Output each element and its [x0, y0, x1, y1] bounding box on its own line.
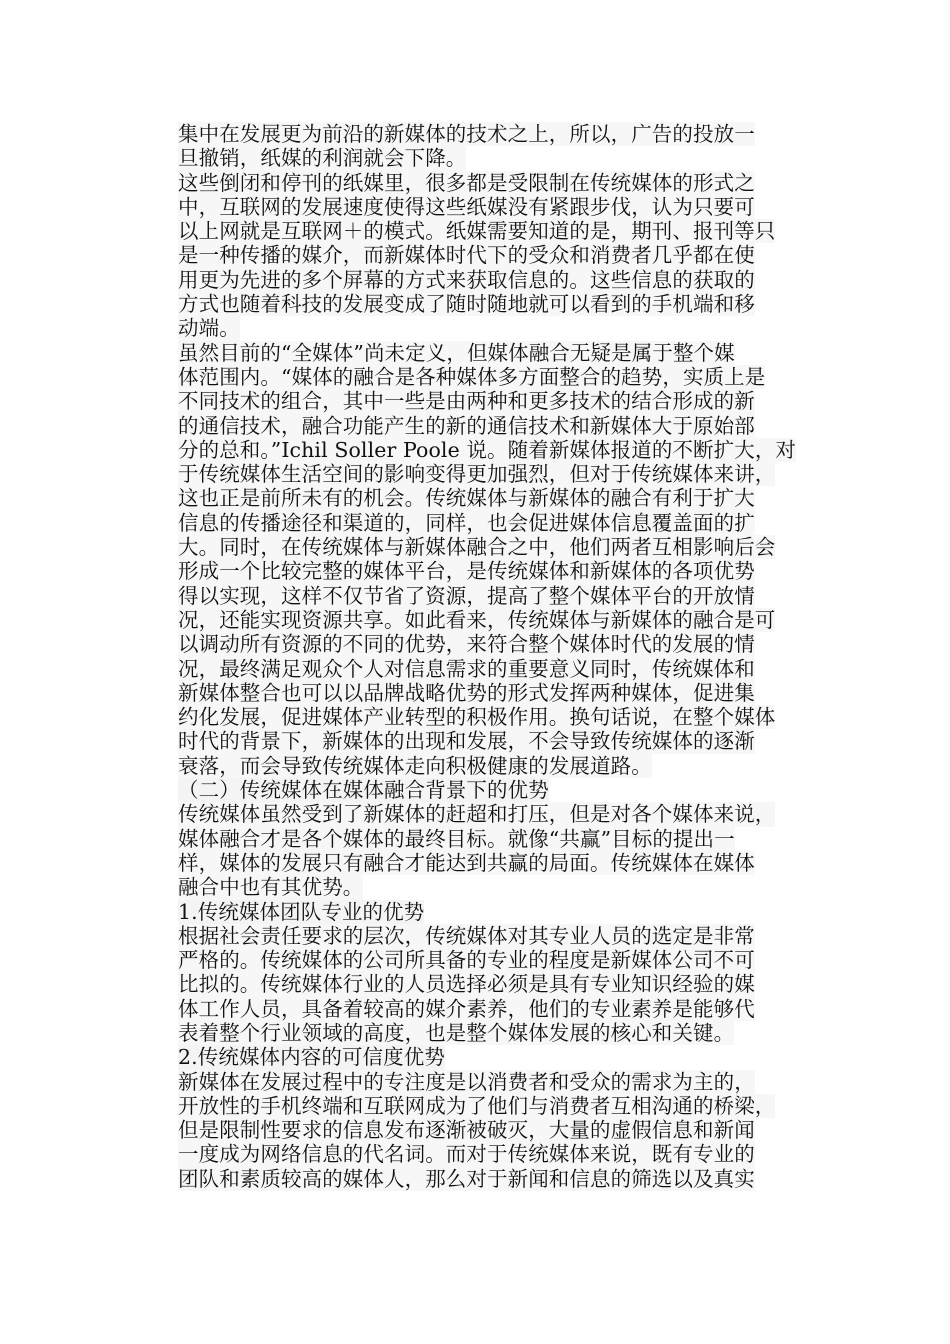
- text-line: 方式也随着科技的发展变成了随时随地就可以看到的手机端和移: [178, 292, 755, 317]
- text-line: 于传统媒体生活空间的影响变得更加强烈，但对于传统媒体来讲，: [178, 462, 776, 487]
- text-line: 况，最终满足观众个人对信息需求的重要意义同时，传统媒体和: [178, 656, 755, 681]
- text-line: 体工作人员，具备着较高的媒介素养，他们的专业素养是能够代: [178, 996, 755, 1021]
- section-heading: 1.传统媒体团队专业的优势: [178, 899, 425, 924]
- text-line: 这也正是前所未有的机会。传统媒体与新媒体的融合有利于扩大: [178, 486, 755, 511]
- text-line: 不同技术的组合，其中一些是由两种和更多技术的结合形成的新: [178, 389, 755, 414]
- text-line: 比拟的。传统媒体行业的人员选择必须是具有专业知识经验的媒: [178, 972, 755, 997]
- text-line: 大。同时，在传统媒体与新媒体融合之中，他们两者互相影响后会: [178, 535, 776, 560]
- text-line: 但是限制性要求的信息发布逐渐被破灭，大量的虚假信息和新闻: [178, 1118, 755, 1143]
- body-text: [178, 122, 818, 1191]
- text-line: 动端。: [178, 316, 240, 341]
- text-line: 新媒体在发展过程中的专注度是以消费者和受众的需求为主的，: [178, 1069, 755, 1094]
- text-line: 团队和素质较高的媒体人，那么对于新闻和信息的筛选以及真实: [178, 1166, 755, 1191]
- text-line: 样，媒体的发展只有融合才能达到共赢的局面。传统媒体在媒体: [178, 850, 755, 875]
- text-line: 约化发展，促进媒体产业转型的积极作用。换句话说，在整个媒体: [178, 705, 776, 730]
- text-line: 中，互联网的发展速度使得这些纸媒没有紧跟步伐，认为只要可: [178, 194, 755, 219]
- text-line: 的通信技术，融合功能产生的新的通信技术和新媒体大于原始部: [178, 413, 755, 438]
- text-line: 严格的。传统媒体的公司所具备的专业的程度是新媒体公司不可: [178, 948, 755, 973]
- section-heading: （二）传统媒体在媒体融合背景下的优势: [178, 778, 549, 803]
- text-line: 虽然目前的“全媒体”尚未定义，但媒体融合无疑是属于整个媒: [178, 340, 735, 365]
- text-line: 集中在发展更为前沿的新媒体的技术之上，所以，广告的投放一: [178, 122, 755, 146]
- text-line: 媒体融合才是各个媒体的最终目标。就像“共赢”目标的提出一: [178, 826, 735, 851]
- text-line: 一度成为网络信息的代名词。而对于传统媒体来说，既有专业的: [178, 1142, 755, 1167]
- text-line: 这些倒闭和停刊的纸媒里，很多都是受限制在传统媒体的形式之: [178, 170, 755, 195]
- text-line: 根据社会责任要求的层次，传统媒体对其专业人员的选定是非常: [178, 923, 755, 948]
- text-line: 开放性的手机终端和互联网成为了他们与消费者互相沟通的桥梁，: [178, 1093, 776, 1118]
- text-line: 时代的背景下，新媒体的出现和发展，不会导致传统媒体的逐渐: [178, 729, 755, 754]
- text-line: 以调动所有资源的不同的优势，来符合整个媒体时代的发展的情: [178, 632, 755, 657]
- section-heading: 2.传统媒体内容的可信度优势: [178, 1045, 445, 1070]
- text-line: 形成一个比较完整的媒体平台，是传统媒体和新媒体的各项优势: [178, 559, 755, 584]
- text-line: 体范围内。“媒体的融合是各种媒体多方面整合的趋势，实质上是: [178, 364, 766, 389]
- text-line: 分的总和。”Ichil Soller Poole 说。随着新媒体报道的不断扩大，对: [178, 437, 797, 462]
- text-line: 旦撤销，纸媒的利润就会下降。: [178, 146, 467, 171]
- text-line: 新媒体整合也可以以品牌战略优势的形式发挥两种媒体，促进集: [178, 680, 755, 705]
- text-line: 融合中也有其优势。: [178, 875, 364, 900]
- text-line: 表着整个行业领域的高度，也是整个媒体发展的核心和关键。: [178, 1020, 735, 1045]
- text-line: 以上网就是互联网＋的模式。纸媒需要知道的是，期刊、报刊等只: [178, 219, 776, 244]
- text-line: 是一种传播的媒介，而新媒体时代下的受众和消费者几乎都在使: [178, 243, 755, 268]
- text-line: 信息的传播途径和渠道的，同样，也会促进媒体信息覆盖面的扩: [178, 510, 755, 535]
- text-line: 传统媒体虽然受到了新媒体的赶超和打压，但是对各个媒体来说，: [178, 802, 776, 827]
- text-line: 衰落，而会导致传统媒体走向积极健康的发展道路。: [178, 753, 652, 778]
- text-line: 用更为先进的多个屏幕的方式来获取信息的。这些信息的获取的: [178, 267, 755, 292]
- text-line: 况，还能实现资源共享。如此看来，传统媒体与新媒体的融合是可: [178, 607, 776, 632]
- text-line: 得以实现，这样不仅节省了资源，提高了整个媒体平台的开放情: [178, 583, 755, 608]
